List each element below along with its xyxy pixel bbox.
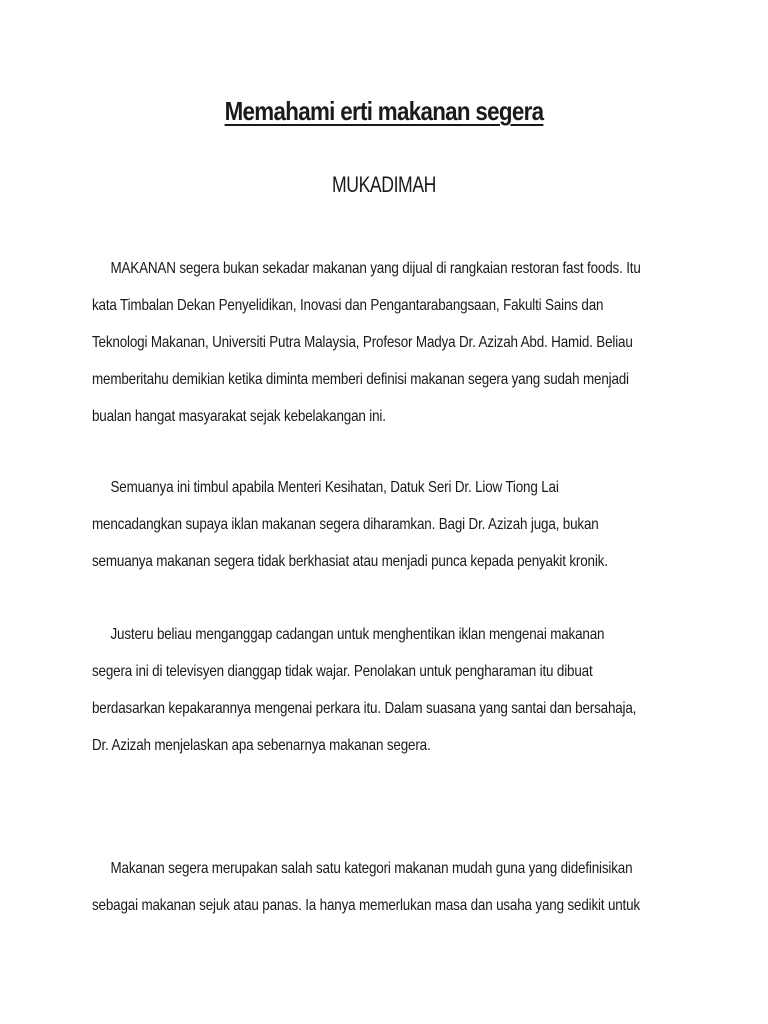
paragraph-line: mencadangkan supaya iklan makanan segera diharamkan. Bagi Dr. Azizah juga, bukan xyxy=(92,516,599,533)
paragraph-line: sebagai makanan sejuk atau panas. Ia hanya memerlukan masa dan usaha yang sedikit untuk xyxy=(92,897,640,914)
paragraph-line: bualan hangat masyarakat sejak kebelakangan ini. xyxy=(92,408,386,425)
document-title: Memahami erti makanan segera xyxy=(224,96,544,126)
paragraph-3 xyxy=(92,616,672,764)
paragraph-line: Dr. Azizah menjelaskan apa sebenarnya makanan segera. xyxy=(92,737,431,754)
paragraph-line: memberitahu demikian ketika diminta memberi definisi makanan segera yang sudah menjadi xyxy=(92,371,629,388)
paragraph-line: Semuanya ini timbul apabila Menteri Kesihatan, Datuk Seri Dr. Liow Tiong Lai xyxy=(110,479,559,496)
paragraph-line: Teknologi Makanan, Universiti Putra Malaysia, Profesor Madya Dr. Azizah Abd. Hamid. Beliau xyxy=(92,334,633,351)
paragraph-line: segera ini di televisyen dianggap tidak wajar. Penolakan untuk pengharaman itu dibuat xyxy=(92,663,593,680)
paragraph-line: Makanan segera merupakan salah satu kategori makanan mudah guna yang didefinisikan xyxy=(110,860,633,877)
paragraph-line: berdasarkan kepakarannya mengenai perkara itu. Dalam suasana yang santai dan bersahaja, xyxy=(92,700,637,717)
section-heading: MUKADIMAH xyxy=(332,172,436,197)
paragraph-line: kata Timbalan Dekan Penyelidikan, Inovasi dan Pengantarabangsaan, Fakulti Sains dan xyxy=(92,297,604,314)
paragraph-1 xyxy=(92,250,672,435)
paragraph-line: MAKANAN segera bukan sekadar makanan yang dijual di rangkaian restoran fast foods. Itu xyxy=(110,260,641,277)
paragraph-line: semuanya makanan segera tidak berkhasiat atau menjadi punca kepada penyakit kronik. xyxy=(92,553,608,570)
paragraph-line: Justeru beliau menganggap cadangan untuk menghentikan iklan mengenai makanan xyxy=(110,626,605,643)
paragraph-2 xyxy=(92,469,672,580)
paragraph-4 xyxy=(92,850,672,924)
